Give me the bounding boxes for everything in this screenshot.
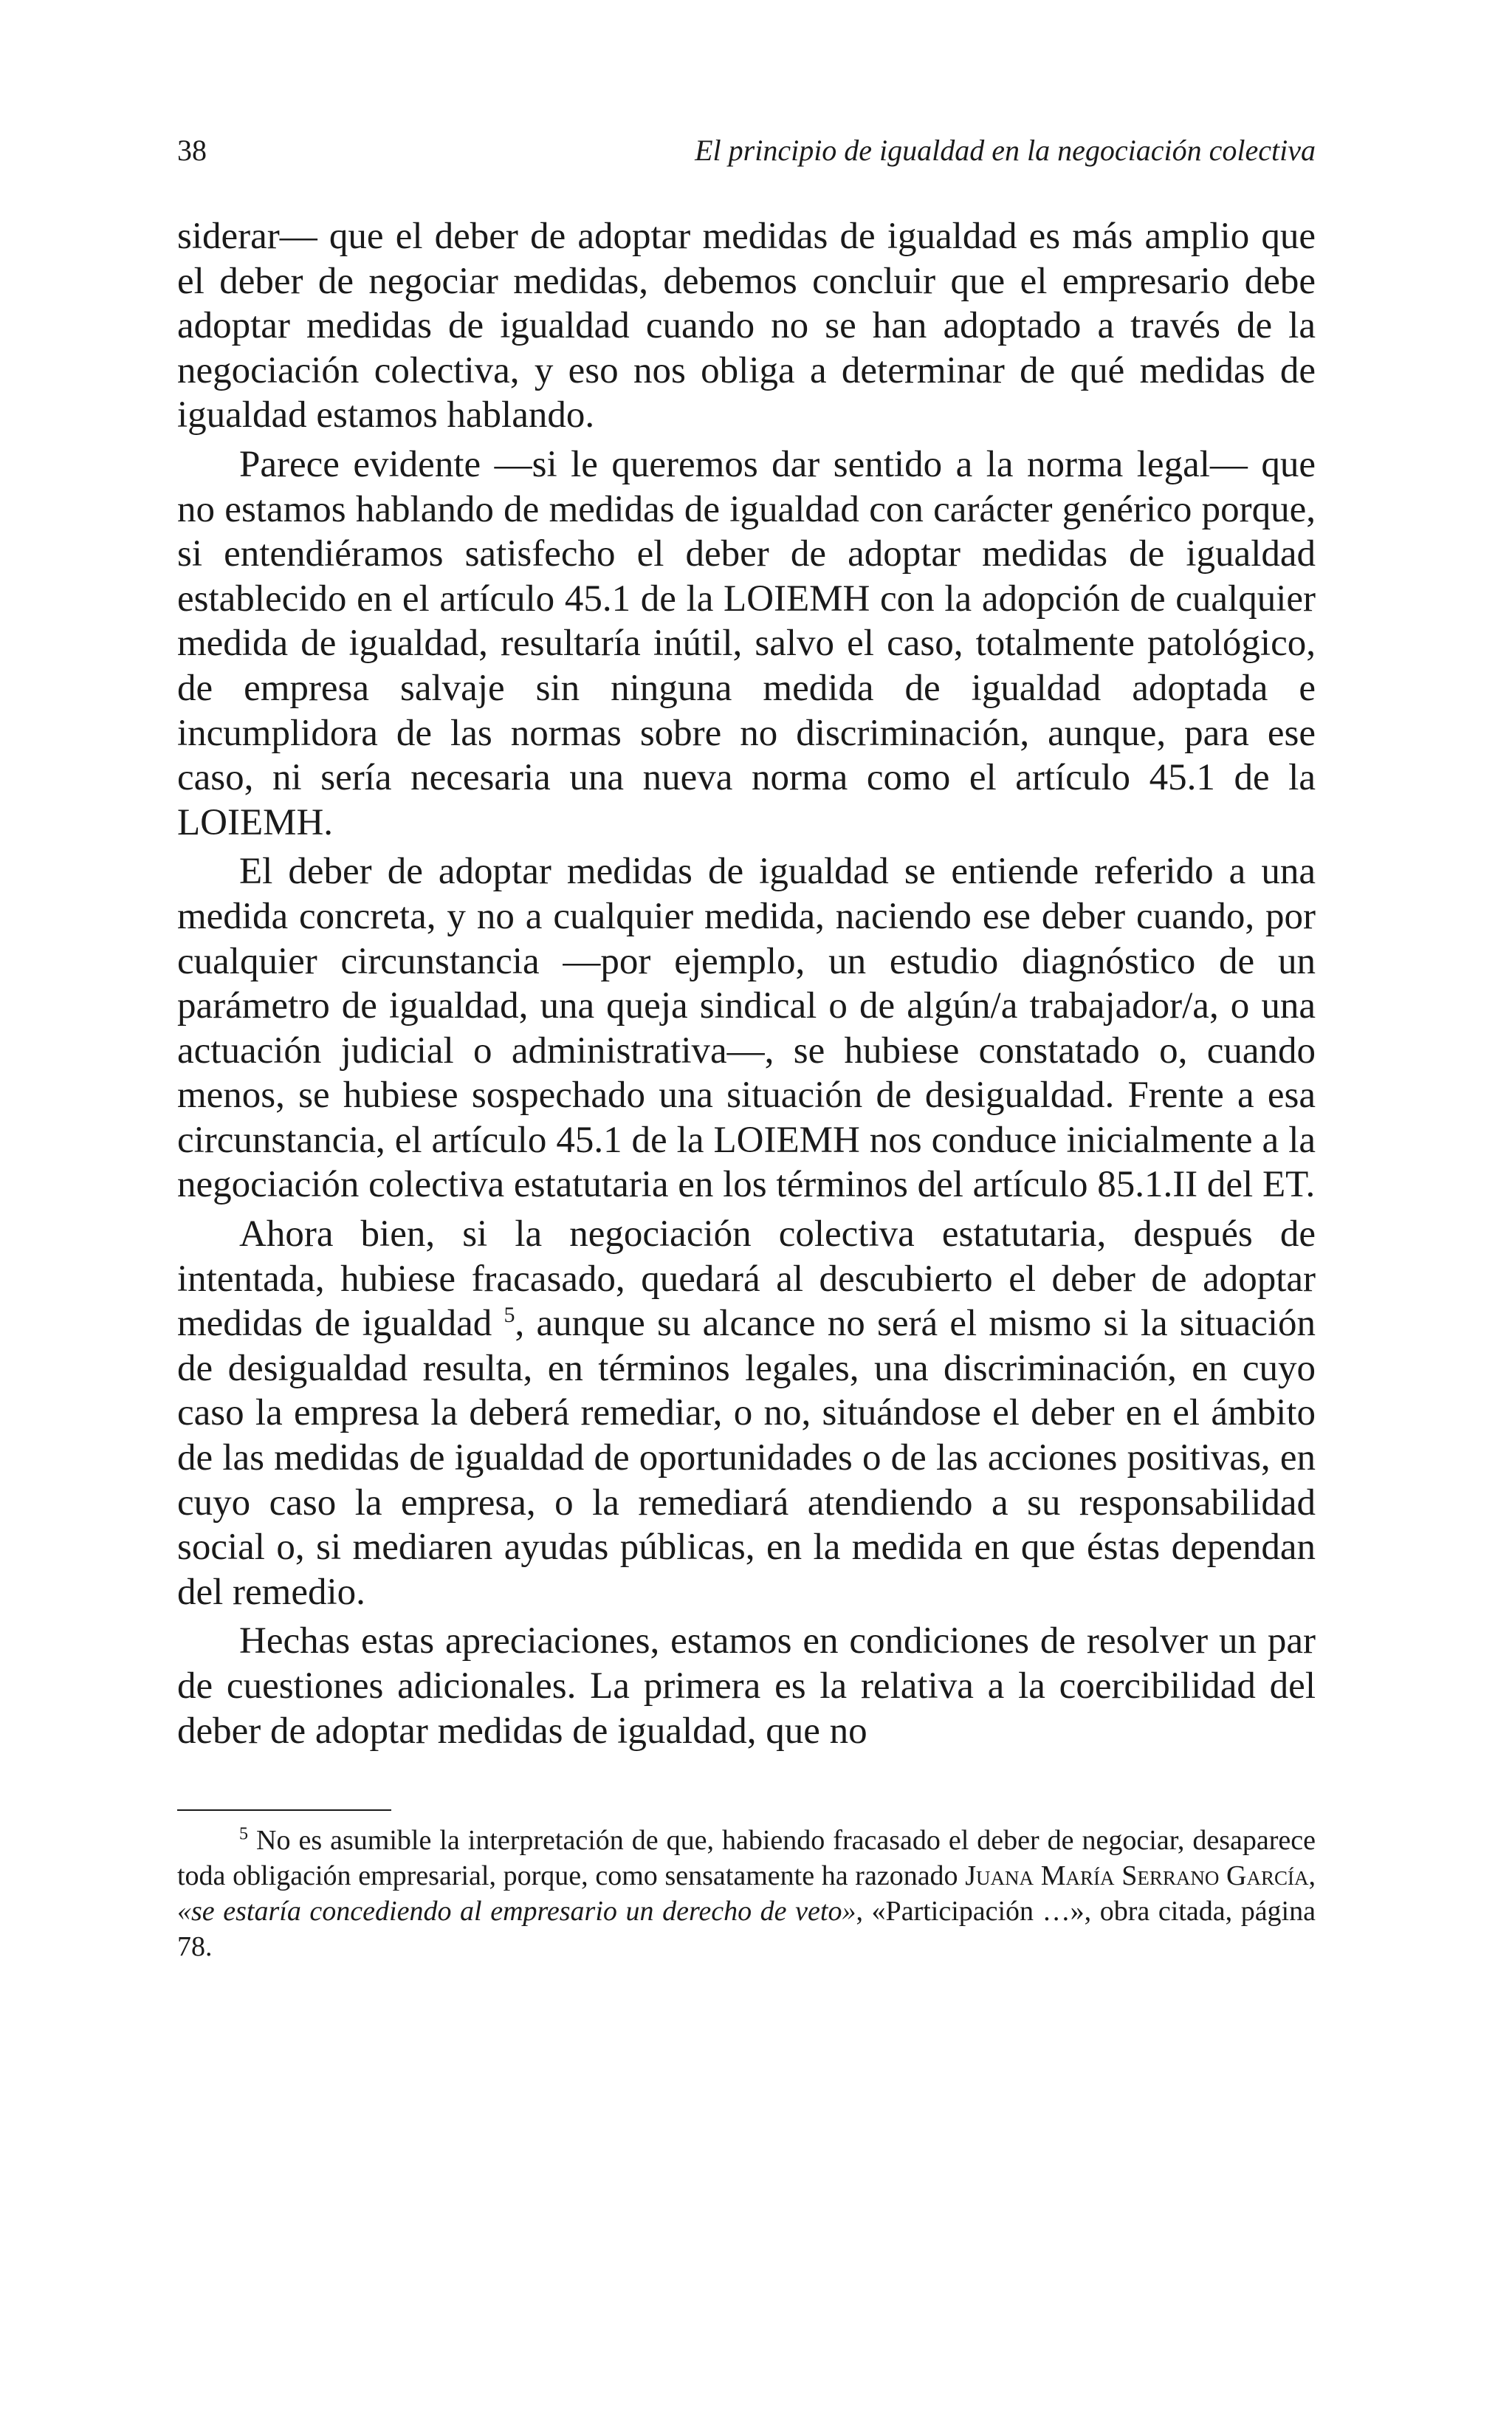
- footnote-author: Juana María Serrano García: [965, 1860, 1309, 1892]
- paragraph-3: El deber de adoptar medidas de igualdad se entiende referido a una medida concreta, y no a cualquier medida, naciendo ese deber cuando, por cualquier circunstancia —por ejemplo, un estudio diagnóstico de un parámetro de igualdad, una queja sindical o de algún/a trabajador/a, o una actuación judicial o administrativa—, se hubiese constatado o, cuando menos, se hubiese sospechado una situación de desigualdad. Frente a esa circunstancia, el artículo 45.1 de la LOIEMH nos conduce inicialmente a la negociación colectiva estatutaria en los términos del artículo 85.1.II del ET.: [177, 851, 1316, 1206]
- paragraph-2: Parece evidente —si le queremos dar sentido a la norma legal— que no estamos hablando de medidas de igualdad con carácter genérico porque, si entendiéramos satisfecho el deber de adoptar medidas de igualdad establecido en el artículo 45.1 de la LOIEMH con la adopción de cualquier medida de igualdad, resultaría inútil, salvo el caso, totalmente patológico, de empresa salvaje sin ninguna medida de igualdad adoptada e incumplidora de las normas sobre no discriminación, aunque, para ese caso, ni sería necesaria una nueva norma como el artículo 45.1 de la LOIEMH.: [177, 443, 1316, 843]
- book-page: [177, 133, 1316, 1964]
- footnote-separator: ,: [1308, 1860, 1316, 1892]
- paragraph-1: siderar— que el deber de adoptar medidas de igualdad es más amplio que el deber de negociar medidas, debemos concluir que el empresario debe adoptar medidas de igualdad cuando no se han adoptado a través de la negociación colectiva, y eso nos obliga a determinar de qué medidas de igualdad estamos hablando.: [177, 216, 1316, 436]
- footnote-citation: , «Participación …», obra citada, página 78.: [177, 1896, 1316, 1963]
- paragraph-4-after-note: , aunque su alcance no será el mismo si la situación de desigualdad resulta, en términos legales, una discriminación, en cuyo caso la empresa la deberá remediar, o no, situándose el deber en el ámbito de las medidas de igualdad de oportunidades o de las acciones positivas, en cuyo caso la empresa, o la remediará atendiendo a su responsabilidad social o, si mediaren ayudas públicas, en la medida en que éstas dependan del remedio.: [177, 1303, 1316, 1613]
- paragraph-4-before-note: Ahora bien, si la negociación colectiva estatutaria, después de intentada, hubiese fracasado, quedará al descubierto el deber de adoptar medidas de igualdad: [177, 1213, 1316, 1345]
- footnote-number: 5: [239, 1824, 248, 1844]
- page-number: 38: [177, 134, 207, 167]
- footnote: [177, 1823, 1316, 1964]
- paragraph-5: Hechas estas apreciaciones, estamos en condiciones de resolver un par de cuestiones adicionales. La primera es la relativa a la coercibilidad del deber de adoptar medidas de igualdad, que no: [177, 1620, 1316, 1752]
- body-text: [177, 214, 1316, 1753]
- footnote-reference[interactable]: 5: [504, 1303, 515, 1328]
- running-title: El principio de igualdad en la negociación colectiva: [695, 134, 1316, 167]
- running-header: [177, 133, 1316, 168]
- footnote-text-intro: No es asumible la interpretación de que, habiendo fracasado el deber de negociar, desaparece toda obligación empresarial, porque, como sensatamente ha razonado: [177, 1825, 1316, 1892]
- paragraph-4: [177, 1212, 1316, 1614]
- footnote-quote: «se estaría concediendo al empresario un derecho de veto»: [177, 1896, 856, 1928]
- footnote-divider: [177, 1809, 391, 1811]
